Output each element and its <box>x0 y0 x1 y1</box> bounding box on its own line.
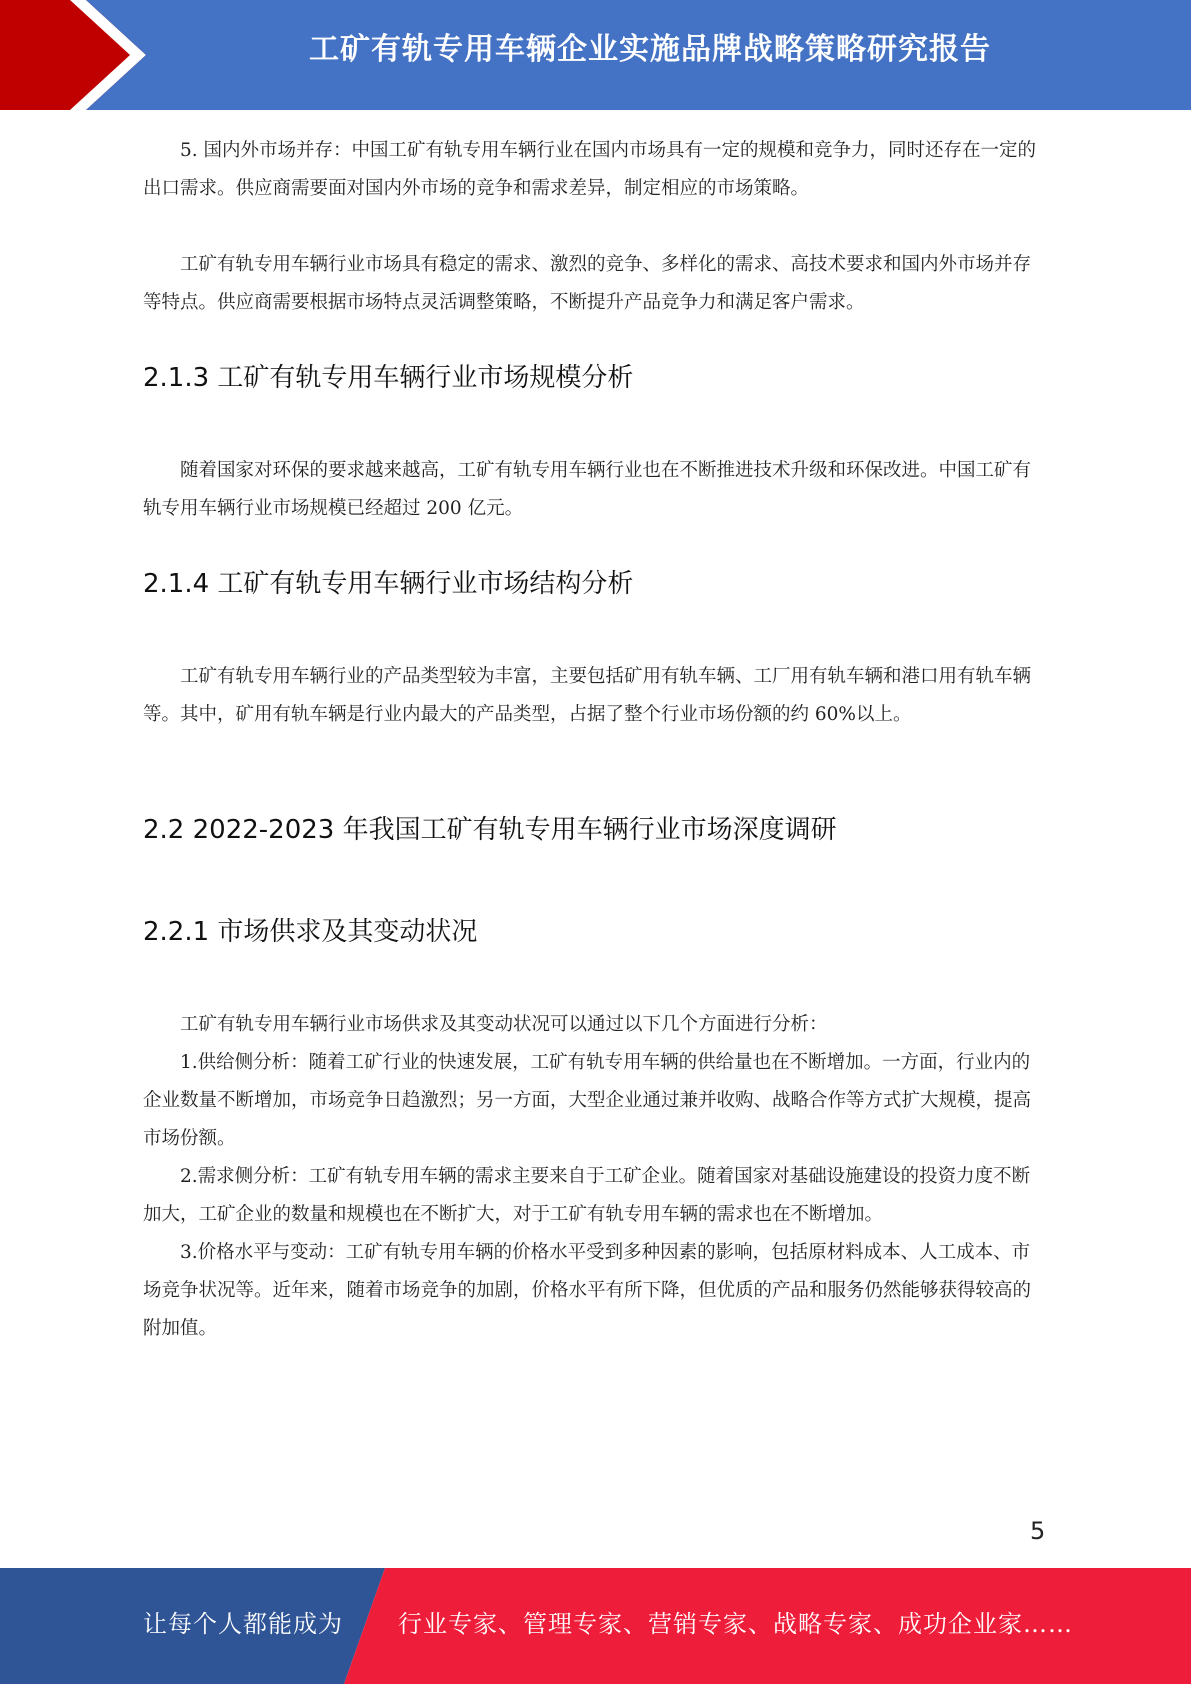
section-heading-2-1-3: 2.1.3 工矿有轨专用车辆行业市场规模分析 <box>143 363 634 393</box>
paragraph-price-level: 3.价格水平与变动：工矿有轨专用车辆的价格水平受到多种因素的影响，包括原材料成本、人工成本、市场竞争状况等。近年来，随着市场竞争的加剧，价格水平有所下降，但优质的产品和服务仍然能够获得较高的附加值。 <box>143 1242 1032 1339</box>
paragraph-supply-side: 1.供给侧分析：随着工矿行业的快速发展，工矿有轨专用车辆的供给量也在不断增加。一方面，行业内的企业数量不断增加，市场竞争日趋激烈；另一方面，大型企业通过兼并收购、战略合作等方式扩大规模，提高市场份额。 <box>143 1052 1032 1149</box>
header-arrow-decoration <box>0 0 160 110</box>
paragraph-supply-demand-intro: 工矿有轨专用车辆行业市场供求及其变动状况可以通过以下几个方面进行分析： <box>180 1014 828 1035</box>
document-body <box>143 132 1048 1348</box>
report-title: 工矿有轨专用车辆企业实施品牌战略策略研究报告 <box>309 32 991 67</box>
section-heading-2-2-1: 2.2.1 市场供求及其变动状况 <box>143 917 478 947</box>
page-footer <box>0 1568 1191 1684</box>
page-number: 5 <box>1030 1517 1046 1545</box>
paragraph-demand-side: 2.需求侧分析：工矿有轨专用车辆的需求主要来自于工矿企业。随着国家对基础设施建设的投资力度不断加大，工矿企业的数量和规模也在不断扩大，对于工矿有轨专用车辆的需求也在不断增加。 <box>143 1166 1031 1225</box>
paragraph-market-structure: 工矿有轨专用车辆行业的产品类型较为丰富，主要包括矿用有轨车辆、工厂用有轨车辆和港口用有轨车辆等。其中，矿用有轨车辆是行业内最大的产品类型，占据了整个行业市场份额的约 60%以上。 <box>143 666 1032 725</box>
footer-slogan-left: 让每个人都能成为 <box>143 1610 343 1638</box>
paragraph-market-size: 随着国家对环保的要求越来越高，工矿有轨专用车辆行业也在不断推进技术升级和环保改进。中国工矿有轨专用车辆行业市场规模已经超过 200 亿元。 <box>143 460 1032 519</box>
paragraph-domestic-foreign-market: 5. 国内外市场并存：中国工矿有轨专用车辆行业在国内市场具有一定的规模和竞争力，同时还存在一定的出口需求。供应商需要面对国内外市场的竞争和需求差异，制定相应的市场策略。 <box>143 140 1037 199</box>
section-heading-2-1-4: 2.1.4 工矿有轨专用车辆行业市场结构分析 <box>143 569 634 599</box>
section-heading-2-2: 2.2 2022-2023 年我国工矿有轨专用车辆行业市场深度调研 <box>143 815 837 845</box>
footer-slogan-right: 行业专家、管理专家、营销专家、战略专家、成功企业家…… <box>398 1610 1073 1638</box>
page-header <box>0 0 1191 110</box>
paragraph-market-features-summary: 工矿有轨专用车辆行业市场具有稳定的需求、激烈的竞争、多样化的需求、高技术要求和国内外市场并存等特点。供应商需要根据市场特点灵活调整策略，不断提升产品竞争力和满足客户需求。 <box>143 254 1032 313</box>
